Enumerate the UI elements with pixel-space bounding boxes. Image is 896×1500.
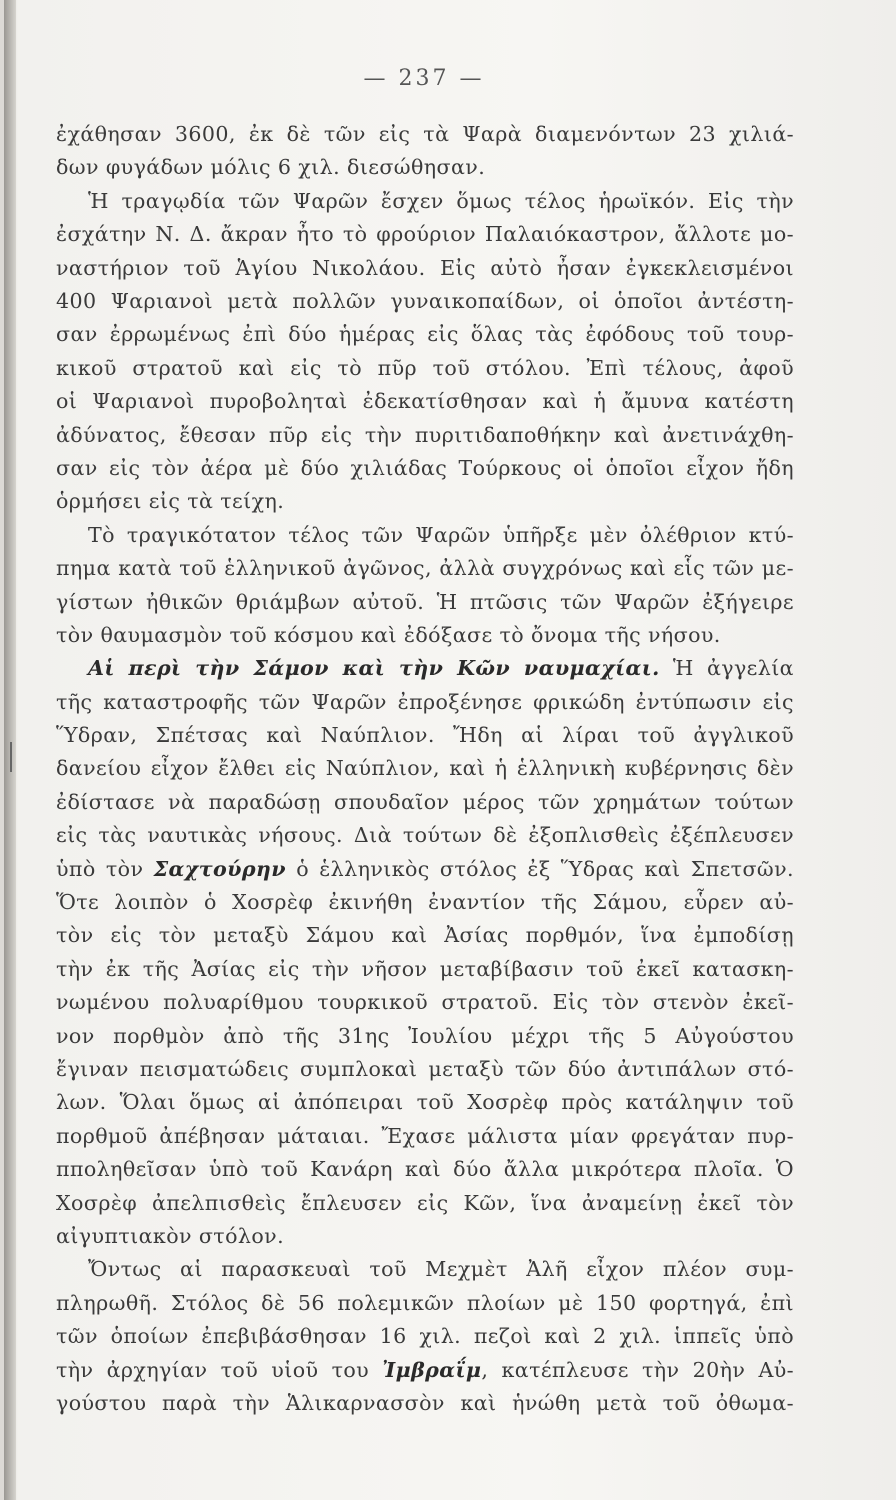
- text-line: [56, 151, 794, 184]
- text-line: [56, 485, 794, 518]
- text-line: [56, 886, 794, 919]
- body-text: [56, 118, 794, 1420]
- text-segment: σαν εἰς τὸν ἀέρα μὲ δύο χιλιάδας Τούρκους οἱ ὁποῖοι εἶχον ἤδη: [56, 455, 794, 480]
- emphasis-text: Αἱ περὶ τὴν Σάμον καὶ τὴν Κῶν ναυμαχίαι.: [88, 656, 660, 681]
- text-line: [56, 1187, 794, 1220]
- text-segment: νον πορθμὸν ἀπὸ τῆς 31ης Ἰουλίου μέχρι τῆς 5 Αὐγούστου: [56, 1023, 794, 1048]
- text-segment: Χοσρὲφ ἀπελπισθεὶς ἔπλευσεν εἰς Κῶν, ἵνα ἀναμείνῃ ἐκεῖ τὸν: [56, 1190, 794, 1215]
- text-line: [56, 352, 794, 385]
- text-segment: τὸν εἰς τὸν μεταξὺ Σάμου καὶ Ἀσίας πορθμόν, ἵνα ἐμποδίσῃ: [56, 923, 794, 948]
- text-line: [56, 419, 794, 452]
- text-segment: δων φυγάδων μόλις 6 χιλ. διεσώθησαν.: [56, 155, 486, 180]
- emphasis-text: Ἰμβραΐμ: [382, 1357, 482, 1382]
- text-segment: νωμένου πολυαρίθμου τουρκικοῦ στρατοῦ. Εἰς τὸν στενὸν ἐκεῖ-: [56, 990, 794, 1015]
- text-line: [56, 1020, 794, 1053]
- text-segment: ναστήριον τοῦ Ἁγίου Νικολάου. Εἰς αὐτὸ ἦσαν ἐγκεκλεισμένοι: [56, 255, 794, 280]
- text-line: [56, 652, 794, 685]
- text-line: [56, 1153, 794, 1186]
- text-segment: ὁ ἑλληνικὸς στόλος ἐξ Ὕδρας καὶ Σπετσῶν.: [286, 856, 794, 881]
- text-line: [56, 953, 794, 986]
- text-segment: τὸν θαυμασμὸν τοῦ κόσμου καὶ ἐδόξασε τὸ ὄνομα τῆς νήσου.: [56, 622, 721, 647]
- text-segment: Τὸ τραγικότατον τέλος τῶν Ψαρῶν ὑπῆρξε μὲν ὀλέθριον κτύ-: [88, 522, 794, 547]
- text-segment: δανείου εἶχον ἔλθει εἰς Ναύπλιον, καὶ ἡ ἑλληνικὴ κυβέρνησις δὲν: [56, 756, 794, 781]
- text-segment: Ὄντως αἱ παρασκευαὶ τοῦ Μεχμὲτ Ἀλῆ εἶχον πλέον συμ-: [88, 1257, 794, 1282]
- text-line: [56, 752, 794, 785]
- text-segment: ἀδύνατος, ἔθεσαν πῦρ εἰς τὴν πυριτιδαποθήκην καὶ ἀνετινάχθη-: [56, 422, 794, 447]
- text-segment: τὴν ἐκ τῆς Ἀσίας εἰς τὴν νῆσον μεταβίβασιν τοῦ ἐκεῖ κατασκη-: [56, 956, 794, 981]
- text-segment: κικοῦ στρατοῦ καὶ εἰς τὸ πῦρ τοῦ στόλου. Ἐπὶ τέλους, ἀφοῦ: [56, 355, 794, 380]
- text-line: [56, 285, 794, 318]
- text-line: [56, 1287, 794, 1320]
- text-line: [56, 552, 794, 585]
- text-line: [56, 185, 794, 218]
- text-segment: ἐδίστασε νὰ παραδώσῃ σπουδαῖον μέρος τῶν χρημάτων τούτων: [56, 789, 794, 814]
- page-number: — 237 —: [363, 66, 485, 91]
- text-segment: πορθμοῦ ἀπέβησαν μάταιαι. Ἔχασε μάλιστα μίαν φρεγάταν πυρ-: [56, 1123, 794, 1148]
- text-segment: αἰγυπτιακὸν στόλον.: [56, 1223, 285, 1248]
- text-segment: τὴν ἀρχηγίαν τοῦ υἱοῦ του: [56, 1357, 383, 1382]
- text-segment: τῶν ὁποίων ἐπεβιβάσθησαν 16 χιλ. πεζοὶ καὶ 2 χιλ. ἱππεῖς ὑπὸ: [56, 1324, 794, 1349]
- text-line: [56, 519, 794, 552]
- text-segment: 400 Ψαριανοὶ μετὰ πολλῶν γυναικοπαίδων, οἱ ὁποῖοι ἀντέστη-: [56, 288, 794, 313]
- text-line: [56, 452, 794, 485]
- text-segment: ὁρμήσει εἰς τὰ τείχη.: [56, 489, 285, 514]
- text-line: [56, 719, 794, 752]
- text-line: [56, 1320, 794, 1353]
- text-segment: Ἡ τραγῳδία τῶν Ψαρῶν ἔσχεν ὅμως τέλος ἡρωϊκόν. Εἰς τὴν: [88, 188, 794, 213]
- text-segment: πποληθεῖσαν ὑπὸ τοῦ Κανάρη καὶ δύο ἄλλα μικρότερα πλοῖα. Ὁ: [56, 1157, 794, 1182]
- text-segment: ἐσχάτην Ν. Δ. ἄκραν ἦτο τὸ φρούριον Παλαιόκαστρον, ἄλλοτε μο-: [56, 222, 794, 247]
- text-line: [56, 919, 794, 952]
- text-line: [56, 1120, 794, 1153]
- text-line: [56, 1253, 794, 1286]
- text-segment: ἐχάθησαν 3600, ἐκ δὲ τῶν εἰς τὰ Ψαρὰ διαμενόντων 23 χιλιά-: [56, 122, 794, 146]
- book-page: [4, 0, 896, 1500]
- text-line: [56, 252, 794, 285]
- margin-mark: [10, 742, 12, 772]
- text-segment: οἱ Ψαριανοὶ πυροβοληταὶ ἐδεκατίσθησαν καὶ ἡ ἄμυνα κατέστη: [56, 389, 794, 414]
- text-segment: πληρωθῆ. Στόλος δὲ 56 πολεμικῶν πλοίων μὲ 150 φορτηγά, ἐπὶ: [56, 1290, 794, 1315]
- text-line: [56, 686, 794, 719]
- text-segment: Ὅτε λοιπὸν ὁ Χοσρὲφ ἐκινήθη ἐναντίον τῆς Σάμου, εὗρεν αὐ-: [56, 890, 794, 915]
- text-segment: τῆς καταστροφῆς τῶν Ψαρῶν ἐπροξένησε φρικώδη ἐντύπωσιν εἰς: [56, 689, 794, 714]
- text-segment: Ὕδραν, Σπέτσας καὶ Ναύπλιον. Ἤδη αἱ λίραι τοῦ ἀγγλικοῦ: [56, 723, 794, 748]
- text-segment: ἔγιναν πεισματώδεις συμπλοκαὶ μεταξὺ τῶν δύο ἀντιπάλων στό-: [56, 1056, 794, 1081]
- text-line: [56, 986, 794, 1019]
- emphasis-text: Σαχτούρην: [153, 856, 286, 881]
- text-segment: γούστου παρὰ τὴν Ἁλικαρνασσὸν καὶ ἡνώθη μετὰ τοῦ ὀθωμα-: [56, 1390, 794, 1415]
- text-line: [56, 1354, 794, 1387]
- text-segment: λων. Ὅλαι ὅμως αἱ ἀπόπειραι τοῦ Χοσρὲφ πρὸς κατάληψιν τοῦ: [56, 1090, 794, 1115]
- text-line: [56, 318, 794, 351]
- text-line: [56, 218, 794, 251]
- text-line: [56, 1053, 794, 1086]
- text-segment: εἰς τὰς ναυτικὰς νήσους. Διὰ τούτων δὲ ἐξοπλισθεὶς ἐξέπλευσεν: [56, 823, 794, 848]
- text-segment: ὑπὸ τὸν: [56, 856, 154, 881]
- text-line: [56, 819, 794, 852]
- text-line: [56, 619, 794, 652]
- text-line: [56, 118, 794, 151]
- text-line: [56, 586, 794, 619]
- text-segment: σαν ἐρρωμένως ἐπὶ δύο ἡμέρας εἰς ὅλας τὰς ἐφόδους τοῦ τουρ-: [56, 322, 794, 347]
- text-segment: , κατέπλευσε τὴν 20ὴν Αὐ-: [481, 1357, 794, 1382]
- text-segment: γίστων ἠθικῶν θριάμβων αὐτοῦ. Ἡ πτῶσις τῶν Ψαρῶν ἐξήγειρε: [56, 589, 794, 614]
- text-line: [56, 1387, 794, 1420]
- text-line: [56, 786, 794, 819]
- text-segment: πημα κατὰ τοῦ ἑλληνικοῦ ἀγῶνος, ἀλλὰ συγχρόνως καὶ εἷς τῶν με-: [56, 556, 794, 581]
- text-line: [56, 1220, 794, 1253]
- text-line: [56, 853, 794, 886]
- text-line: [56, 1086, 794, 1119]
- text-line: [56, 385, 794, 418]
- text-segment: Ἡ ἀγγελία: [659, 656, 794, 681]
